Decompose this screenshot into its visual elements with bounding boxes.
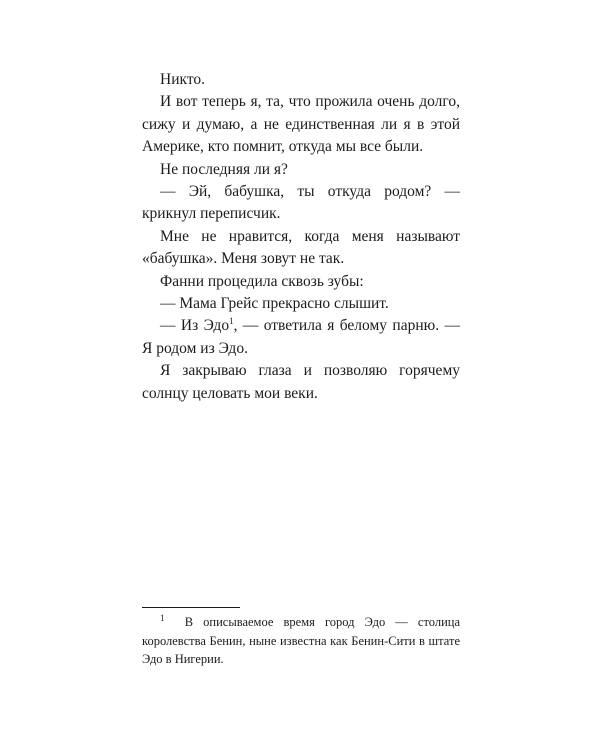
paragraph-last-question: Не последняя ли я? [160,160,288,178]
paragraph-nobody: Никто. [160,71,206,88]
paragraph-fanny: Фанни процедила сквозь зубы: [160,272,364,290]
paragraph-sun: Я закрываю глаза и позволяю горячему солнцу целовать мои веки. [142,362,460,402]
edo-text-before: — Из Эдо [160,317,230,335]
body-text [142,69,460,405]
paragraph-mama-grace: — Мама Грейс прекрасно слышит. [160,295,389,313]
footnote-reference[interactable]: 1 [229,316,234,327]
footnote-marker: 1 [160,612,165,623]
paragraph-from-edo [142,315,460,360]
paragraph-grandma: Мне не нравится, когда меня называют «бабушка». Меня зовут не так. [142,227,460,268]
footnote-divider [142,607,240,608]
footnote-text: В описываемое время город Эдо — столица королевства Бенин, ныне известна как Бенин-Сити в штате Эдо в Нигерии. [142,615,460,666]
footnote [142,613,460,669]
paragraph-census-question: — Эй, бабушка, ты откуда родом? — крикнул переписчик. [142,183,460,223]
paragraph-remembers: И вот теперь я, та, что прожила очень долго, сижу и думаю, а не единственная ли я в этой Америке, кто помнит, откуда мы все были. [142,93,460,156]
edo-text-after: , — ответила я белому парню. — Я родом из Эдо. [142,317,460,357]
